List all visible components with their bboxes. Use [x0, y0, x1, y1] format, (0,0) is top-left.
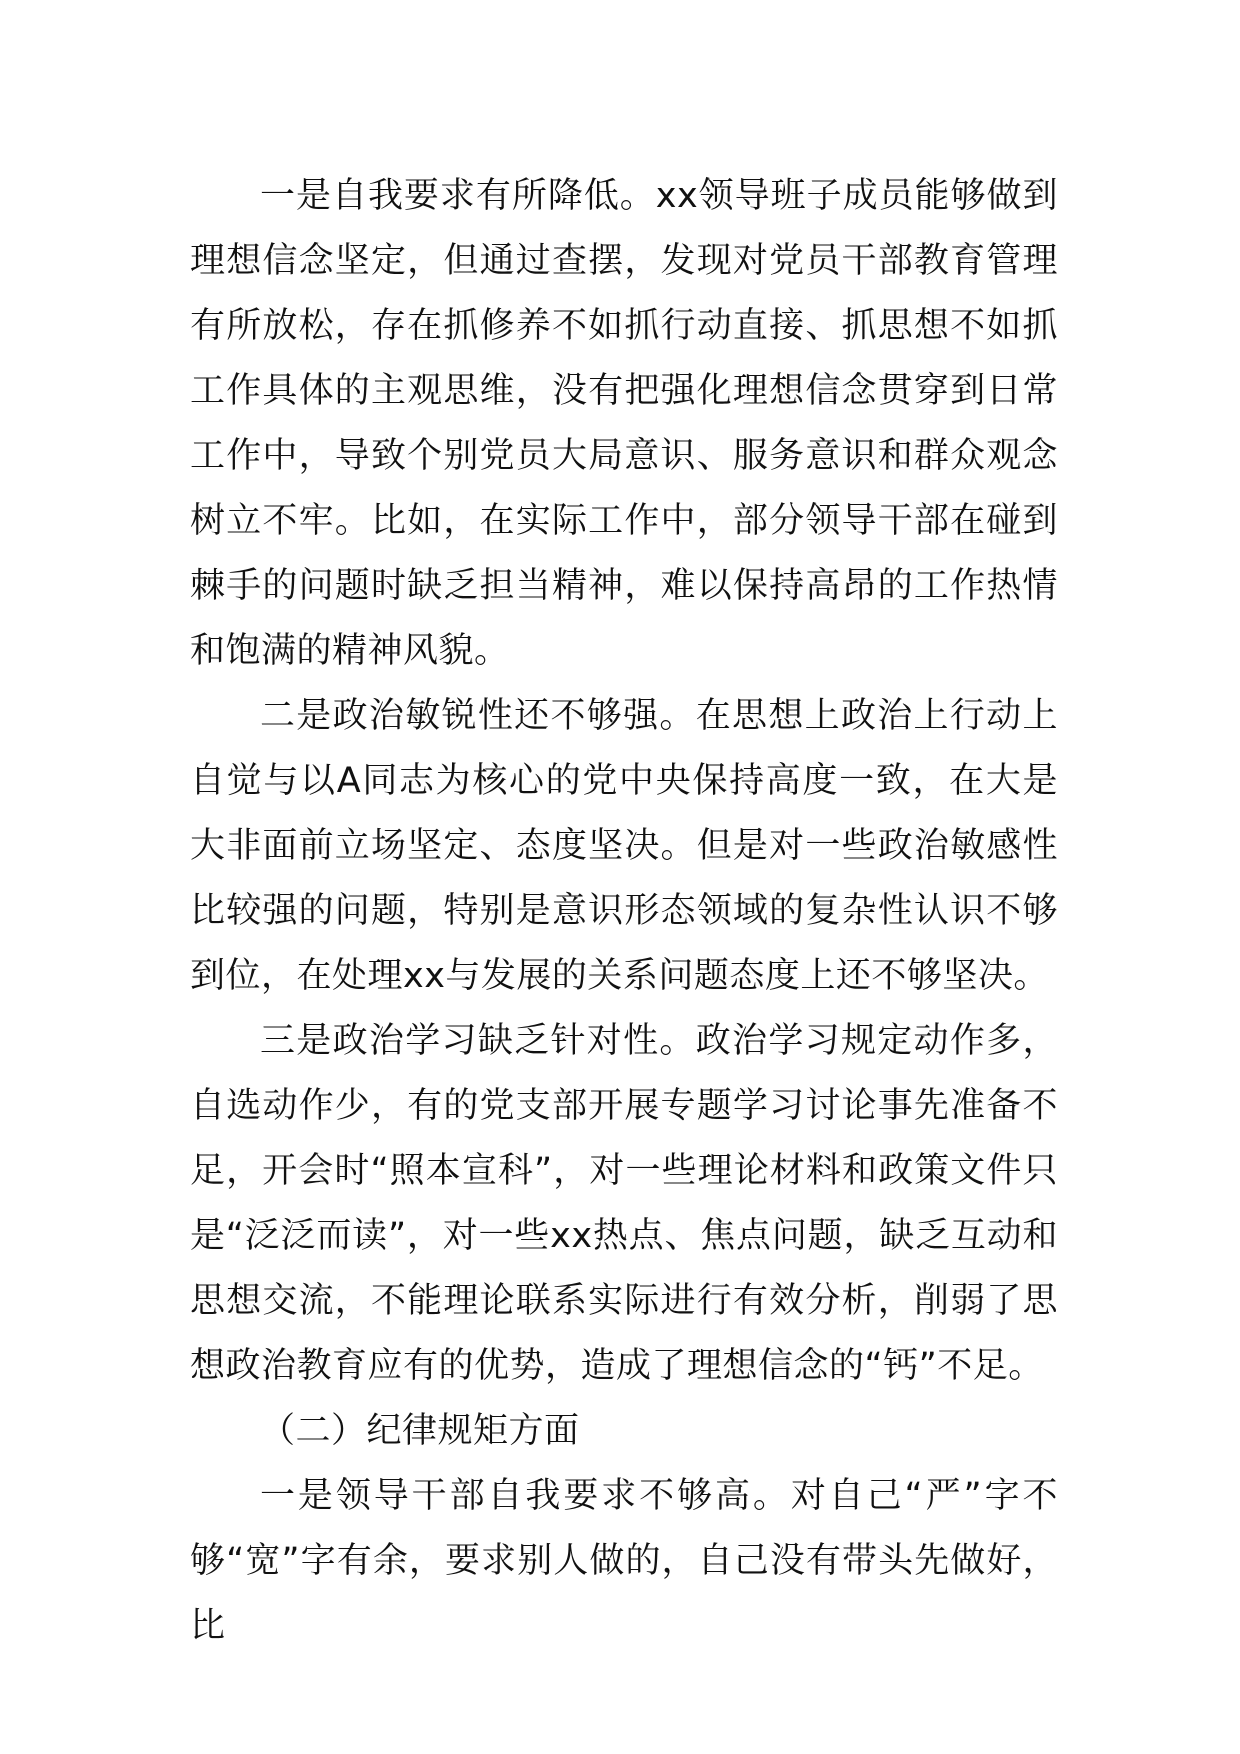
paragraph-political-study: 三是政治学习缺乏针对性。政治学习规定动作多，自选动作少，有的党支部开展专题学习讨论事先准备不足，开会时“照本宣科”，对一些理论材料和政策文件只是“泛泛而读”，对一些xx热点、焦点问题，缺乏互动和思想交流，不能理论联系实际进行有效分析，削弱了思想政治教育应有的优势，造成了理想信念的“钙”不足。 — [190, 1021, 1058, 1386]
document-body — [190, 164, 1058, 1659]
section-heading-discipline: （二）纪律规矩方面 — [260, 1411, 580, 1451]
paragraph-political-sensitivity: 二是政治敏锐性还不够强。在思想上政治上行动上自觉与以A同志为核心的党中央保持高度一致，在大是大非面前立场坚定、态度坚决。但是对一些政治敏感性比较强的问题，特别是意识形态领域的复杂性认识不够到位，在处理xx与发展的关系问题态度上还不够坚决。 — [190, 696, 1058, 996]
paragraph-self-requirement: 一是自我要求有所降低。xx领导班子成员能够做到理想信念坚定，但通过查摆，发现对党员干部教育管理有所放松，存在抓修养不如抓行动直接、抓思想不如抓工作具体的主观思维，没有把强化理想信念贯穿到日常工作中，导致个别党员大局意识、服务意识和群众观念树立不牢。比如，在实际工作中，部分领导干部在碰到棘手的问题时缺乏担当精神，难以保持高昂的工作热情和饱满的精神风貌。 — [190, 176, 1058, 671]
paragraph-leader-requirement: 一是领导干部自我要求不够高。对自己“严”字不够“宽”字有余，要求别人做的，自己没有带头先做好，比 — [190, 1476, 1058, 1646]
